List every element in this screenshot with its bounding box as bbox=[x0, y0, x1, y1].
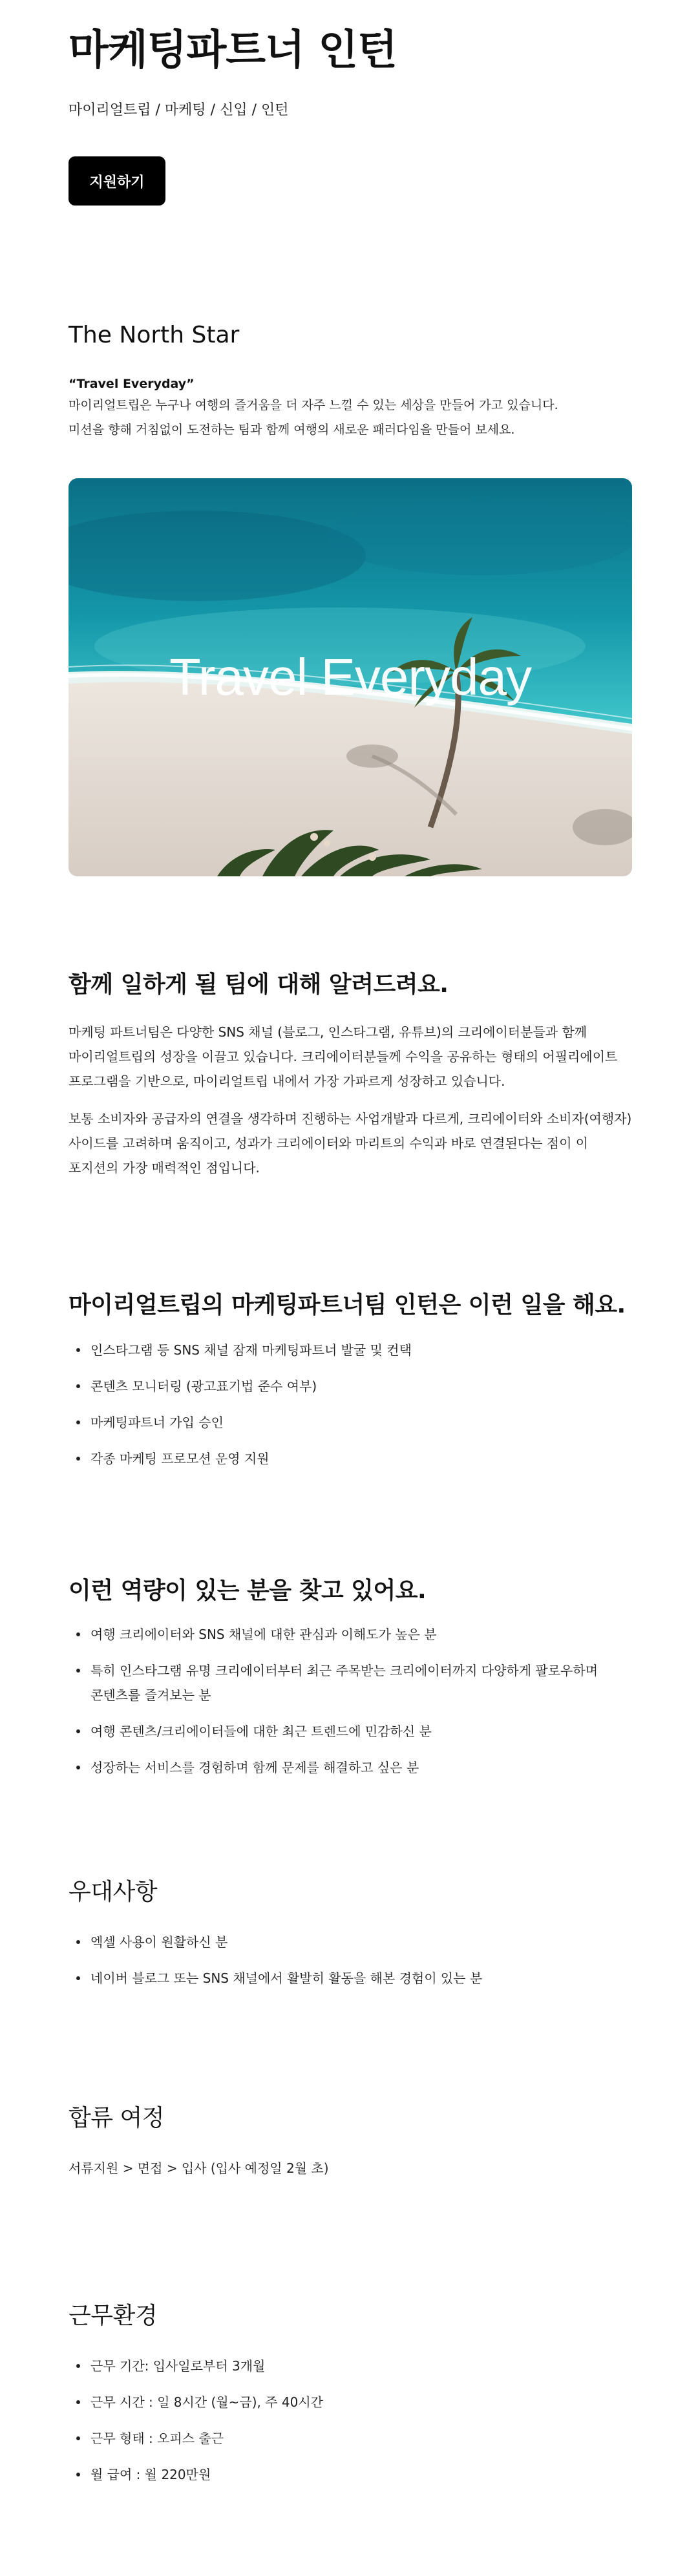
preferred-section-title: 우대사항 bbox=[69, 1879, 158, 1905]
list-item-text: 근무 시간 : 일 8시간 (월~금), 주 40시간 bbox=[90, 2394, 323, 2410]
north-star-line: 미션을 향해 거침없이 도전하는 팀과 함께 여행의 새로운 패러다임을 만들어 보세요. bbox=[69, 423, 515, 437]
list-item bbox=[69, 2390, 323, 2414]
list-item-text: 각종 마케팅 프로모션 운영 지원 bbox=[90, 1451, 270, 1466]
conditions-section-title: 근무환경 bbox=[69, 2303, 158, 2329]
list-item bbox=[69, 1930, 227, 1954]
bullet-dot-icon bbox=[76, 1729, 80, 1733]
paragraph-line: 사이드를 고려하며 움직이고, 성과가 크리에이터와 마리트의 수익과 바로 연결된다는 점이 이 bbox=[69, 1135, 589, 1151]
list-item-text: 엑셀 사용이 원활하신 분 bbox=[90, 1934, 228, 1950]
team-paragraph-1 bbox=[69, 1020, 632, 1093]
hero-overlay-text: Travel Everyday bbox=[169, 648, 531, 706]
bullet-dot-icon bbox=[76, 1420, 80, 1424]
duties-section-title: 마이리얼트립의 마케팅파트너팀 인턴은 이런 일을 해요. bbox=[69, 1292, 626, 1318]
paragraph-line: 보통 소비자와 공급자의 연결을 생각하며 진행하는 사업개발과 다르게, 크리에이터와 소비자(여행자) bbox=[69, 1111, 632, 1126]
bullet-dot-icon bbox=[76, 1384, 80, 1388]
north-star-quote: “Travel Everyday” bbox=[69, 377, 195, 391]
paragraph-line: 프로그램을 기반으로, 마이리얼트립 내에서 가장 가파르게 성장하고 있습니다. bbox=[69, 1073, 505, 1089]
requirements-section-title: 이런 역량이 있는 분을 찾고 있어요. bbox=[69, 1578, 427, 1604]
job-meta: 마이리얼트립 / 마케팅 / 신입 / 인턴 bbox=[69, 102, 289, 118]
list-item bbox=[69, 1658, 598, 1707]
beach-hero-image bbox=[69, 478, 632, 876]
list-item bbox=[69, 1446, 270, 1471]
list-item-text: 여행 크리에이터와 SNS 채널에 대한 관심과 이해도가 높은 분 bbox=[90, 1627, 437, 1642]
bullet-dot-icon bbox=[76, 1766, 80, 1769]
bullet-dot-icon bbox=[76, 1976, 80, 1980]
list-item-text: 여행 콘텐츠/크리에이터들에 대한 최근 트렌드에 민감하신 분 bbox=[90, 1724, 432, 1739]
list-item-text: 네이버 블로그 또는 SNS 채널에서 활발히 활동을 해본 경험이 있는 분 bbox=[90, 1970, 483, 1986]
bullet-dot-icon bbox=[76, 1457, 80, 1461]
process-text: 서류지원 > 면접 > 입사 (입사 예정일 2월 초) bbox=[69, 2160, 329, 2176]
paragraph-line: 마이리얼트립의 성장을 이끌고 있습니다. 크리에이터분들께 수익을 공유하는 형태의 어필리에이트 bbox=[69, 1049, 618, 1064]
list-item bbox=[69, 2354, 265, 2378]
list-item bbox=[69, 2462, 211, 2487]
bullet-dot-icon bbox=[76, 1669, 80, 1673]
bullet-dot-icon bbox=[76, 2436, 80, 2440]
bullet-dot-icon bbox=[76, 1632, 80, 1636]
list-item bbox=[69, 1966, 482, 1990]
list-item-text: 성장하는 서비스를 경험하며 함께 문제를 해결하고 싶은 분 bbox=[90, 1760, 419, 1775]
team-section-title: 함께 일하게 될 팀에 대해 알려드려요. bbox=[69, 971, 449, 998]
paragraph-line: 포지션의 가장 매력적인 점입니다. bbox=[69, 1160, 260, 1176]
list-item-text: 콘텐츠를 즐겨보는 분 bbox=[90, 1687, 211, 1703]
north-star-line: 마이리얼트립은 누구나 여행의 즐거움을 더 자주 느낄 수 있는 세상을 만들어 가고 있습니다. bbox=[69, 398, 558, 412]
north-star-title: The North Star bbox=[69, 322, 240, 348]
list-item-text: 근무 기간: 입사일로부터 3개월 bbox=[90, 2358, 266, 2374]
page-title: 마케팅파트너 인턴 bbox=[69, 26, 397, 74]
list-item-text: 근무 형태 : 오피스 출근 bbox=[90, 2431, 224, 2446]
list-item-text: 인스타그램 등 SNS 채널 잠재 마케팅파트너 발굴 및 컨택 bbox=[90, 1342, 412, 1358]
list-item-text: 마케팅파트너 가입 승인 bbox=[90, 1415, 224, 1430]
list-item bbox=[69, 2426, 224, 2451]
list-item bbox=[69, 1719, 432, 1744]
process-section-title: 합류 여정 bbox=[69, 2105, 165, 2131]
paragraph-line: 마케팅 파트너팀은 다양한 SNS 채널 (블로그, 인스타그램, 유튜브)의 크리에이터분들과 함께 bbox=[69, 1024, 587, 1040]
bullet-dot-icon bbox=[76, 2364, 80, 2368]
list-item-text: 특히 인스타그램 유명 크리에이터부터 최근 주목받는 크리에이터까지 다양하게 팔로우하며 bbox=[90, 1663, 598, 1678]
bullet-dot-icon bbox=[76, 1348, 80, 1352]
list-item bbox=[69, 1338, 412, 1362]
bullet-dot-icon bbox=[76, 2400, 80, 2404]
team-paragraph-2 bbox=[69, 1106, 632, 1180]
list-item bbox=[69, 1755, 419, 1780]
list-item bbox=[69, 1374, 317, 1399]
list-item bbox=[69, 1410, 224, 1435]
bullet-dot-icon bbox=[76, 2473, 80, 2476]
list-item-text: 콘텐츠 모니터링 (광고표기법 준수 여부) bbox=[90, 1378, 317, 1394]
list-item-text: 월 급여 : 월 220만원 bbox=[90, 2467, 211, 2482]
list-item bbox=[69, 1622, 437, 1647]
apply-button[interactable]: 지원하기 bbox=[69, 156, 165, 206]
bullet-dot-icon bbox=[76, 1940, 80, 1944]
